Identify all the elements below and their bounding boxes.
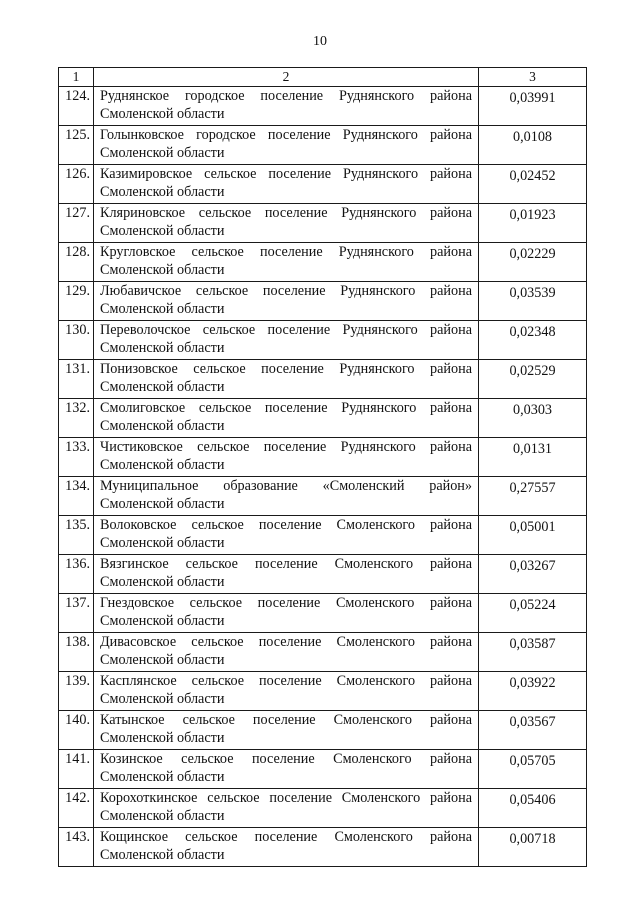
table-row bbox=[59, 789, 587, 828]
table-row bbox=[59, 672, 587, 711]
row-name-cell: Кругловское сельское поселение Руднянского района Смоленской области bbox=[94, 243, 479, 282]
row-value-cell: 0,01923 bbox=[479, 204, 587, 243]
row-value-cell: 0,0303 bbox=[479, 399, 587, 438]
row-value-cell: 0,05224 bbox=[479, 594, 587, 633]
row-name-cell: Кляриновское сельское поселение Руднянского района Смоленской области bbox=[94, 204, 479, 243]
table-row bbox=[59, 477, 587, 516]
row-value-cell: 0,03587 bbox=[479, 633, 587, 672]
table-row bbox=[59, 750, 587, 789]
table-row bbox=[59, 321, 587, 360]
row-value-cell: 0,02229 bbox=[479, 243, 587, 282]
column-header-3: 3 bbox=[479, 68, 587, 87]
row-name-cell: Чистиковское сельское поселение Руднянского района Смоленской области bbox=[94, 438, 479, 477]
table-row bbox=[59, 555, 587, 594]
row-name-cell: Руднянское городское поселение Руднянского района Смоленской области bbox=[94, 87, 479, 126]
row-number-cell: 140. bbox=[59, 711, 94, 750]
table-row bbox=[59, 126, 587, 165]
row-number-cell: 132. bbox=[59, 399, 94, 438]
row-number-cell: 124. bbox=[59, 87, 94, 126]
row-value-cell: 0,03922 bbox=[479, 672, 587, 711]
row-number-cell: 128. bbox=[59, 243, 94, 282]
settlement-coefficients-table bbox=[58, 67, 587, 867]
row-name-cell: Голынковское городское поселение Руднянского района Смоленской области bbox=[94, 126, 479, 165]
row-number-cell: 133. bbox=[59, 438, 94, 477]
row-name-cell: Кощинское сельское поселение Смоленского района Смоленской области bbox=[94, 828, 479, 867]
column-header-2: 2 bbox=[94, 68, 479, 87]
row-name-cell: Козинское сельское поселение Смоленского района Смоленской области bbox=[94, 750, 479, 789]
row-value-cell: 0,03267 bbox=[479, 555, 587, 594]
table-row bbox=[59, 516, 587, 555]
table-row bbox=[59, 282, 587, 321]
row-number-cell: 129. bbox=[59, 282, 94, 321]
row-name-cell: Волоковское сельское поселение Смоленского района Смоленской области bbox=[94, 516, 479, 555]
row-name-cell: Любавичское сельское поселение Руднянского района Смоленской области bbox=[94, 282, 479, 321]
row-number-cell: 130. bbox=[59, 321, 94, 360]
row-value-cell: 0,27557 bbox=[479, 477, 587, 516]
row-number-cell: 142. bbox=[59, 789, 94, 828]
table-row bbox=[59, 399, 587, 438]
table-row bbox=[59, 711, 587, 750]
row-number-cell: 141. bbox=[59, 750, 94, 789]
row-name-cell: Катынское сельское поселение Смоленского района Смоленской области bbox=[94, 711, 479, 750]
table-row bbox=[59, 243, 587, 282]
table-row bbox=[59, 165, 587, 204]
row-number-cell: 131. bbox=[59, 360, 94, 399]
row-name-cell: Дивасовское сельское поселение Смоленского района Смоленской области bbox=[94, 633, 479, 672]
row-value-cell: 0,03991 bbox=[479, 87, 587, 126]
row-name-cell: Гнездовское сельское поселение Смоленского района Смоленской области bbox=[94, 594, 479, 633]
row-number-cell: 135. bbox=[59, 516, 94, 555]
row-number-cell: 127. bbox=[59, 204, 94, 243]
row-number-cell: 136. bbox=[59, 555, 94, 594]
table-row bbox=[59, 438, 587, 477]
table-row bbox=[59, 828, 587, 867]
row-value-cell: 0,03539 bbox=[479, 282, 587, 321]
row-value-cell: 0,05705 bbox=[479, 750, 587, 789]
row-name-cell: Муниципальное образование «Смоленский район» Смоленской области bbox=[94, 477, 479, 516]
table-header-row bbox=[59, 68, 587, 87]
row-value-cell: 0,03567 bbox=[479, 711, 587, 750]
page-number: 10 bbox=[313, 34, 327, 49]
row-value-cell: 0,05406 bbox=[479, 789, 587, 828]
table-row bbox=[59, 594, 587, 633]
row-name-cell: Казимировское сельское поселение Руднянского района Смоленской области bbox=[94, 165, 479, 204]
row-name-cell: Смолиговское сельское поселение Руднянского района Смоленской области bbox=[94, 399, 479, 438]
row-value-cell: 0,05001 bbox=[479, 516, 587, 555]
row-number-cell: 139. bbox=[59, 672, 94, 711]
table-row bbox=[59, 633, 587, 672]
row-value-cell: 0,00718 bbox=[479, 828, 587, 867]
row-name-cell: Касплянское сельское поселение Смоленского района Смоленской области bbox=[94, 672, 479, 711]
row-number-cell: 143. bbox=[59, 828, 94, 867]
table-row bbox=[59, 360, 587, 399]
row-value-cell: 0,02529 bbox=[479, 360, 587, 399]
table-row bbox=[59, 87, 587, 126]
row-name-cell: Корохоткинское сельское поселение Смоленского района Смоленской области bbox=[94, 789, 479, 828]
row-value-cell: 0,02452 bbox=[479, 165, 587, 204]
row-value-cell: 0,02348 bbox=[479, 321, 587, 360]
row-name-cell: Понизовское сельское поселение Руднянского района Смоленской области bbox=[94, 360, 479, 399]
row-number-cell: 125. bbox=[59, 126, 94, 165]
row-name-cell: Вязгинское сельское поселение Смоленского района Смоленской области bbox=[94, 555, 479, 594]
table-body bbox=[59, 68, 587, 867]
row-name-cell: Переволочское сельское поселение Руднянского района Смоленской области bbox=[94, 321, 479, 360]
table-row bbox=[59, 204, 587, 243]
row-value-cell: 0,0131 bbox=[479, 438, 587, 477]
row-number-cell: 137. bbox=[59, 594, 94, 633]
row-number-cell: 126. bbox=[59, 165, 94, 204]
row-number-cell: 138. bbox=[59, 633, 94, 672]
row-number-cell: 134. bbox=[59, 477, 94, 516]
row-value-cell: 0,0108 bbox=[479, 126, 587, 165]
column-header-1: 1 bbox=[59, 68, 94, 87]
